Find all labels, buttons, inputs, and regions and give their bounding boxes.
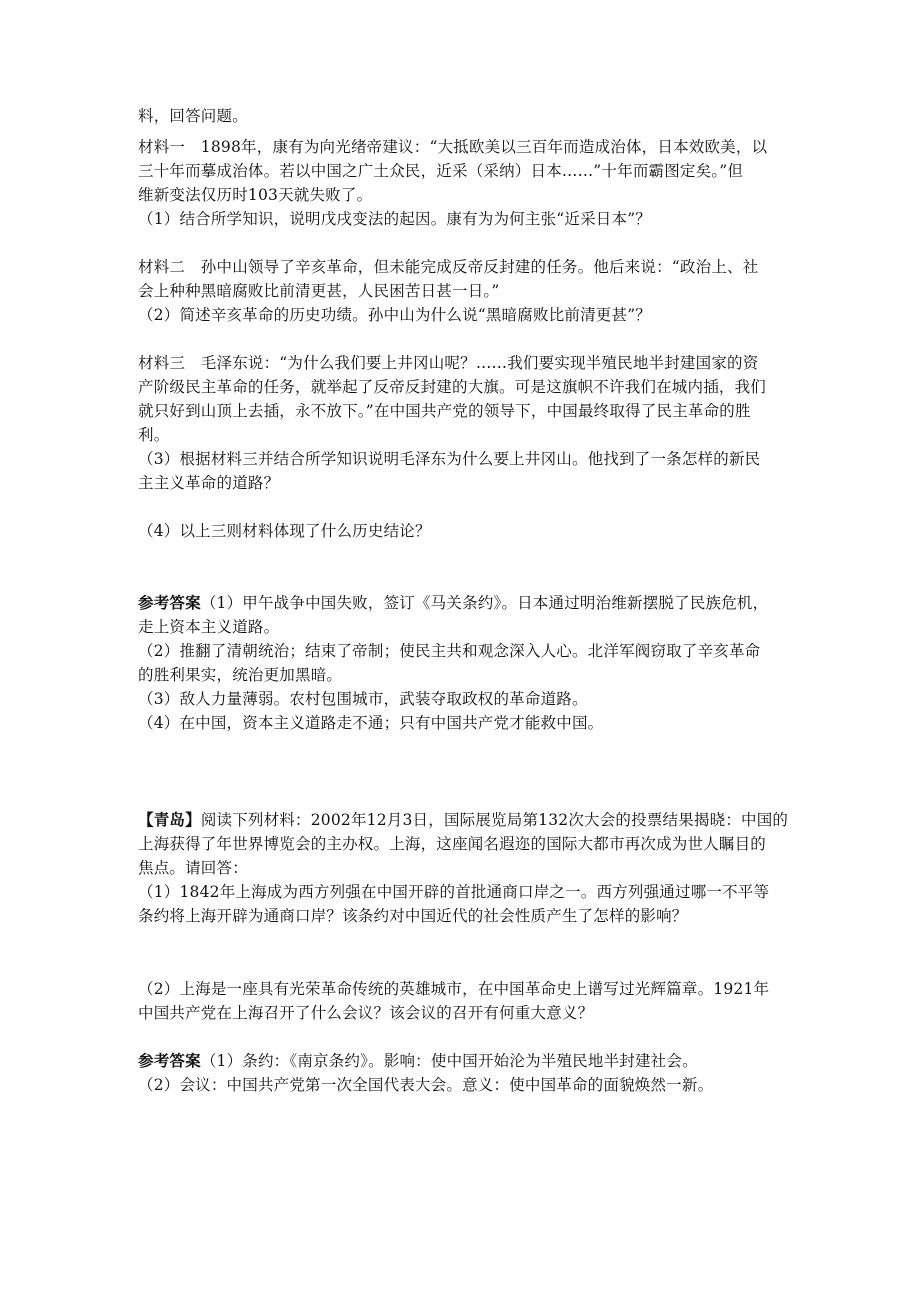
intro-tail: 料，回答问题。 (138, 107, 248, 125)
qingdao-answer1 (138, 1051, 788, 1071)
question-2: （2）简述辛亥革命的历史功绩。孙中山为什么说“黑暗腐败比前清更甚”？ (138, 306, 652, 324)
answer1-text: （1）甲午战争中国失败，签订《马关条约》。日本通过明治维新摆脱了民族危机， (200, 594, 769, 612)
qingdao-question1-line2: 条约将上海开辟为通商口岸？该条约对中国近代的社会性质产生了怎样的影响？ (138, 907, 688, 925)
answer1-line1 (138, 593, 788, 613)
qingdao-answer1-text: （1）条约：《南京条约》。影响：使中国开始沦为半殖民地半封建社会。 (200, 1052, 698, 1070)
qingdao-question2-line1: （2）上海是一座具有光荣革命传统的英雄城市，在中国革命史上谱写过光辉篇章。1921年 (138, 980, 770, 998)
material3-line3: 就只好到山顶上去插，永不放下。”在中国共产党的领导下，中国最终取得了民主革命的胜 (138, 402, 751, 420)
answer2-line1: （2）推翻了清朝统治；结束了帝制；使民主共和观念深入人心。北洋军阀窃取了辛亥革命 (138, 642, 761, 660)
material3-line1: 材料三 毛泽东说：“为什么我们要上井冈山呢？……我们要实现半殖民地半封建国家的资 (138, 354, 759, 372)
region-tag: 【青岛】 (138, 810, 201, 829)
qingdao-intro-line1 (138, 810, 788, 830)
material2-line1: 材料二 孙中山领导了辛亥革命，但未能完成反帝反封建的任务。他后来说：“政治上、社 (138, 258, 759, 276)
qingdao-intro-text: 阅读下列材料：2002年12月3日，国际展览局第132次大会的投票结果揭晓：中国的 (200, 811, 789, 829)
question-4: （4）以上三则材料体现了什么历史结论？ (138, 522, 431, 540)
qingdao-intro-line2: 上海获得了年世界博览会的主办权。上海，这座闻名遐迩的国际大都市再次成为世人瞩目的 (138, 835, 767, 853)
qingdao-answer2: （2）会议：中国共产党第一次全国代表大会。意义：使中国革命的面貌焕然一新。 (138, 1076, 714, 1094)
qingdao-question1-line1: （1）1842年上海成为西方列强在中国开辟的首批通商口岸之一。西方列强通过哪一不平等 (138, 883, 770, 901)
answer1-line2: 走上资本主义道路。 (138, 618, 280, 636)
question-3-line2: 主主义革命的道路？ (138, 474, 280, 492)
material2-line2: 会上种种黑暗腐败比前清更甚，人民困苦日甚一日。” (138, 282, 500, 300)
qingdao-intro-line3: 焦点。请回答： (138, 859, 248, 877)
question-1: （1）结合所学知识，说明戊戌变法的起因。康有为为何主张“近采日本”？ (138, 210, 652, 228)
material1-line3: 维新变法仅历时103天就失败了。 (138, 186, 373, 204)
material1-line2: 三十年而摹成治体。若以中国之广土众民，近采（采纳）日本……”十年而霸图定矣。”但 (138, 162, 744, 180)
answer-label: 参考答案 (138, 593, 201, 612)
answer4: （4）在中国，资本主义道路走不通；只有中国共产党才能救中国。 (138, 714, 604, 732)
question-3-line1: （3）根据材料三并结合所学知识说明毛泽东为什么要上井冈山。他找到了一条怎样的新民 (138, 450, 761, 468)
material1-line1: 材料一 1898年，康有为向光绪帝建议：“大抵欧美以三百年而造成治体，日本效欧美，以 (138, 138, 768, 156)
qingdao-answer-label: 参考答案 (138, 1051, 201, 1070)
qingdao-question2-line2: 中国共产党在上海召开了什么会议？该会议的召开有何重大意义？ (138, 1004, 594, 1022)
answer3: （3）敌人力量薄弱。农村包围城市，武装夺取政权的革命道路。 (138, 690, 588, 708)
material3-line2: 产阶级民主革命的任务，就举起了反帝反封建的大旗。可是这旗帜不许我们在城内插，我们 (138, 378, 767, 396)
answer2-line2: 的胜利果实，统治更加黑暗。 (138, 666, 343, 684)
material3-line4: 利。 (138, 426, 170, 444)
